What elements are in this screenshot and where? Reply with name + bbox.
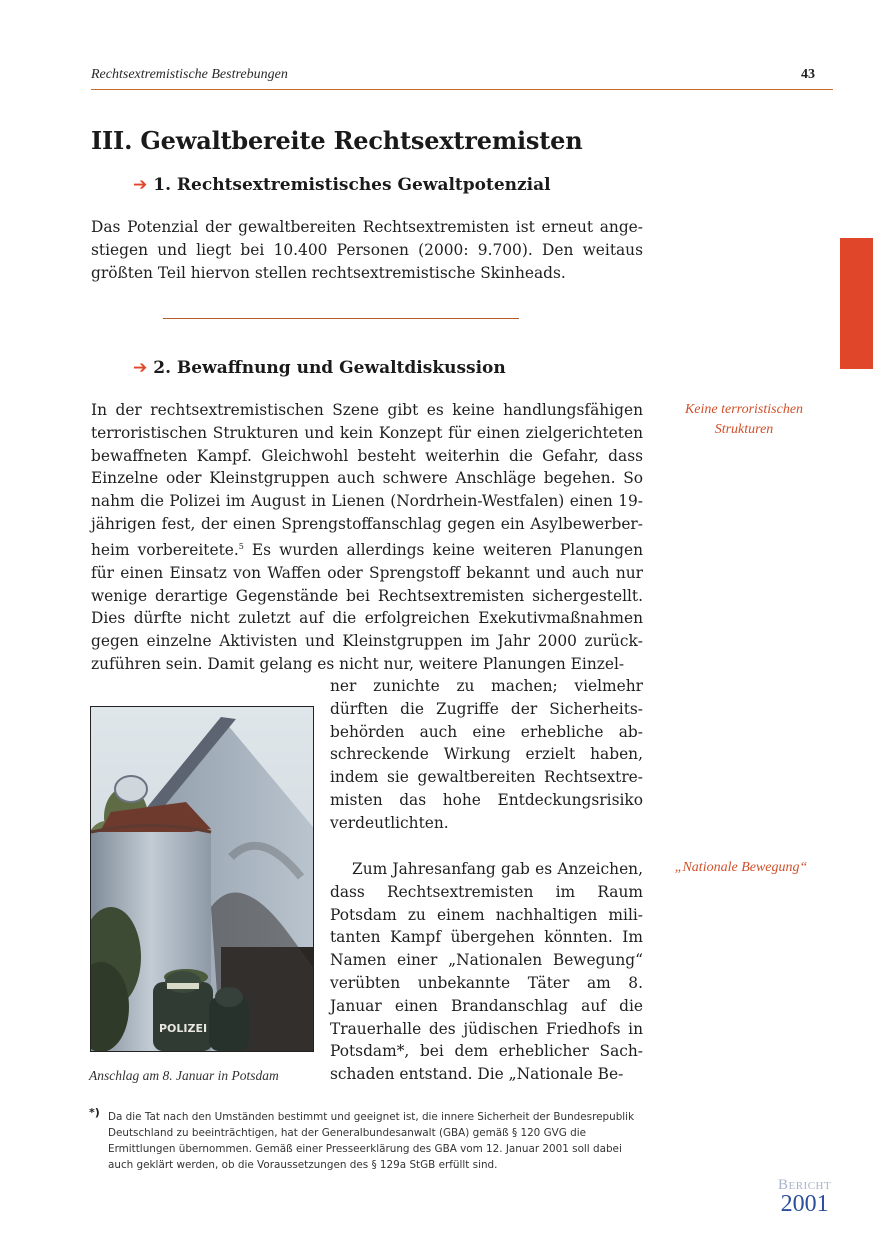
- margin-note-strukturen: Keine terroristischen Strukturen: [684, 402, 804, 437]
- paragraph-potsdam: Zum Jahresanfang gab es Anzeichen, dass Rechtsextremisten im Raum Potsdam zu einem nachhaltigen militanten Kampf übergehen könnten. Im Namen einer „Nationalen Bewegung“ verübten unbekannte Täter am 8. Januar einen Brandanschlag auf die Trauerhalle des jüdischen Friedhofs in Potsdam*, bei dem erheblicher Sachschaden entstand. Die „Nationale Be-: [330, 860, 643, 1084]
- footnote-mark: *): [89, 1106, 100, 1119]
- section-heading-1-text: 1. Rechtsextremistisches Gewaltpotenzial: [153, 175, 551, 195]
- report-logo-word: Bericht: [778, 1177, 832, 1193]
- section-heading-1: [133, 175, 551, 195]
- chapter-title: III. Gewaltbereite Rechtsextremisten: [91, 126, 583, 155]
- arrow-right-icon: ➔: [133, 175, 148, 195]
- paragraph-gewaltpotenzial: Das Potenzial der gewaltbereiten Rechtsextremisten ist erneut angestiegen und liegt bei 10.400 Personen (2000: 9.700). Den weitaus größten Teil hiervon stellen rechtsextremistische Skinheads.: [91, 218, 643, 282]
- section-heading-2: [133, 358, 506, 378]
- paragraph-bewaffnung-text-1: In der rechtsextremistischen Szene gibt es keine handlungsfähigen terroristischen Strukturen und kein Konzept für einen zielgerichteten bewaffneten Kampf. Gleichwohl besteht weiterhin die Gefahr, dass Einzelne oder Kleinstgruppen auch schwere Anschläge begehen. So nahm die Polizei im August in Lienen (Nordrhein-Westfalen) einen 19-jährigen fest, der einen Sprengstoffanschlag gegen ein Asylbewerberheim vorbereitete.: [91, 401, 643, 559]
- page-number: 43: [801, 67, 815, 82]
- paragraph-bewaffnung: [91, 399, 643, 676]
- running-header: [91, 67, 833, 90]
- photo-police-label: POLIZEI: [159, 1022, 208, 1035]
- report-logo: [778, 1178, 831, 1215]
- paragraph-bewaffnung-text-2: Es wurden allerdings keine weiteren Planungen für einen Einsatz von Waffen oder Sprengstoff bekannt und auch nur wenige derartige Gegenstände bei Rechtsextremisten sichergestellt. Dies dürfte nicht zuletzt auf die erfolgreichen Exekutivmaßnahmen gegen einzelne Aktivisten und Kleinstgruppen im Jahr 2000 zurückzuführen sein. Damit gelang es nicht nur, weitere Planungen Einzel-: [91, 540, 643, 673]
- footnote-text: Da die Tat nach den Umständen bestimmt und geeignet ist, die innere Sicherheit der Bundesrepublik Deutschland zu beeinträchtigen, hat der Generalbundesanwalt (GBA) gemäß § 120 GVG die Ermittlungen übernommen. Gemäß einer Presseerklärung des GBA vom 12. Januar 2001 soll dabei auch geklärt werden, ob die Voraussetzungen des § 129a StGB erfüllt sind.: [108, 1111, 635, 1171]
- report-logo-year: 2001: [780, 1191, 829, 1217]
- section-heading-2-text: 2. Bewaffnung und Gewaltdiskussion: [153, 358, 506, 378]
- photo-caption: Anschlag am 8. Januar in Potsdam: [89, 1068, 279, 1083]
- margin-note-nationale-bewegung: „Nationale Bewegung“: [674, 860, 808, 875]
- chapter-side-tab: [840, 238, 873, 369]
- paragraph-bewaffnung-continued: ner zunichte zu machen; vielmehr dürften die Zugriffe der Sicherheitsbehörden auch eine erhebliche abschreckende Wirkung erzielt haben, indem sie gewaltbereiten Rechtsextremisten das hohe Entdeckungsrisiko verdeutlichten.: [330, 677, 643, 832]
- running-title: Rechtsextremistische Bestrebungen: [91, 67, 288, 82]
- photo-trauerhalle: [90, 706, 314, 1052]
- photo-illustration: [91, 707, 313, 1051]
- section-divider: [163, 318, 519, 319]
- arrow-right-icon: ➔: [133, 358, 148, 378]
- footnote-reference: 5: [238, 541, 244, 551]
